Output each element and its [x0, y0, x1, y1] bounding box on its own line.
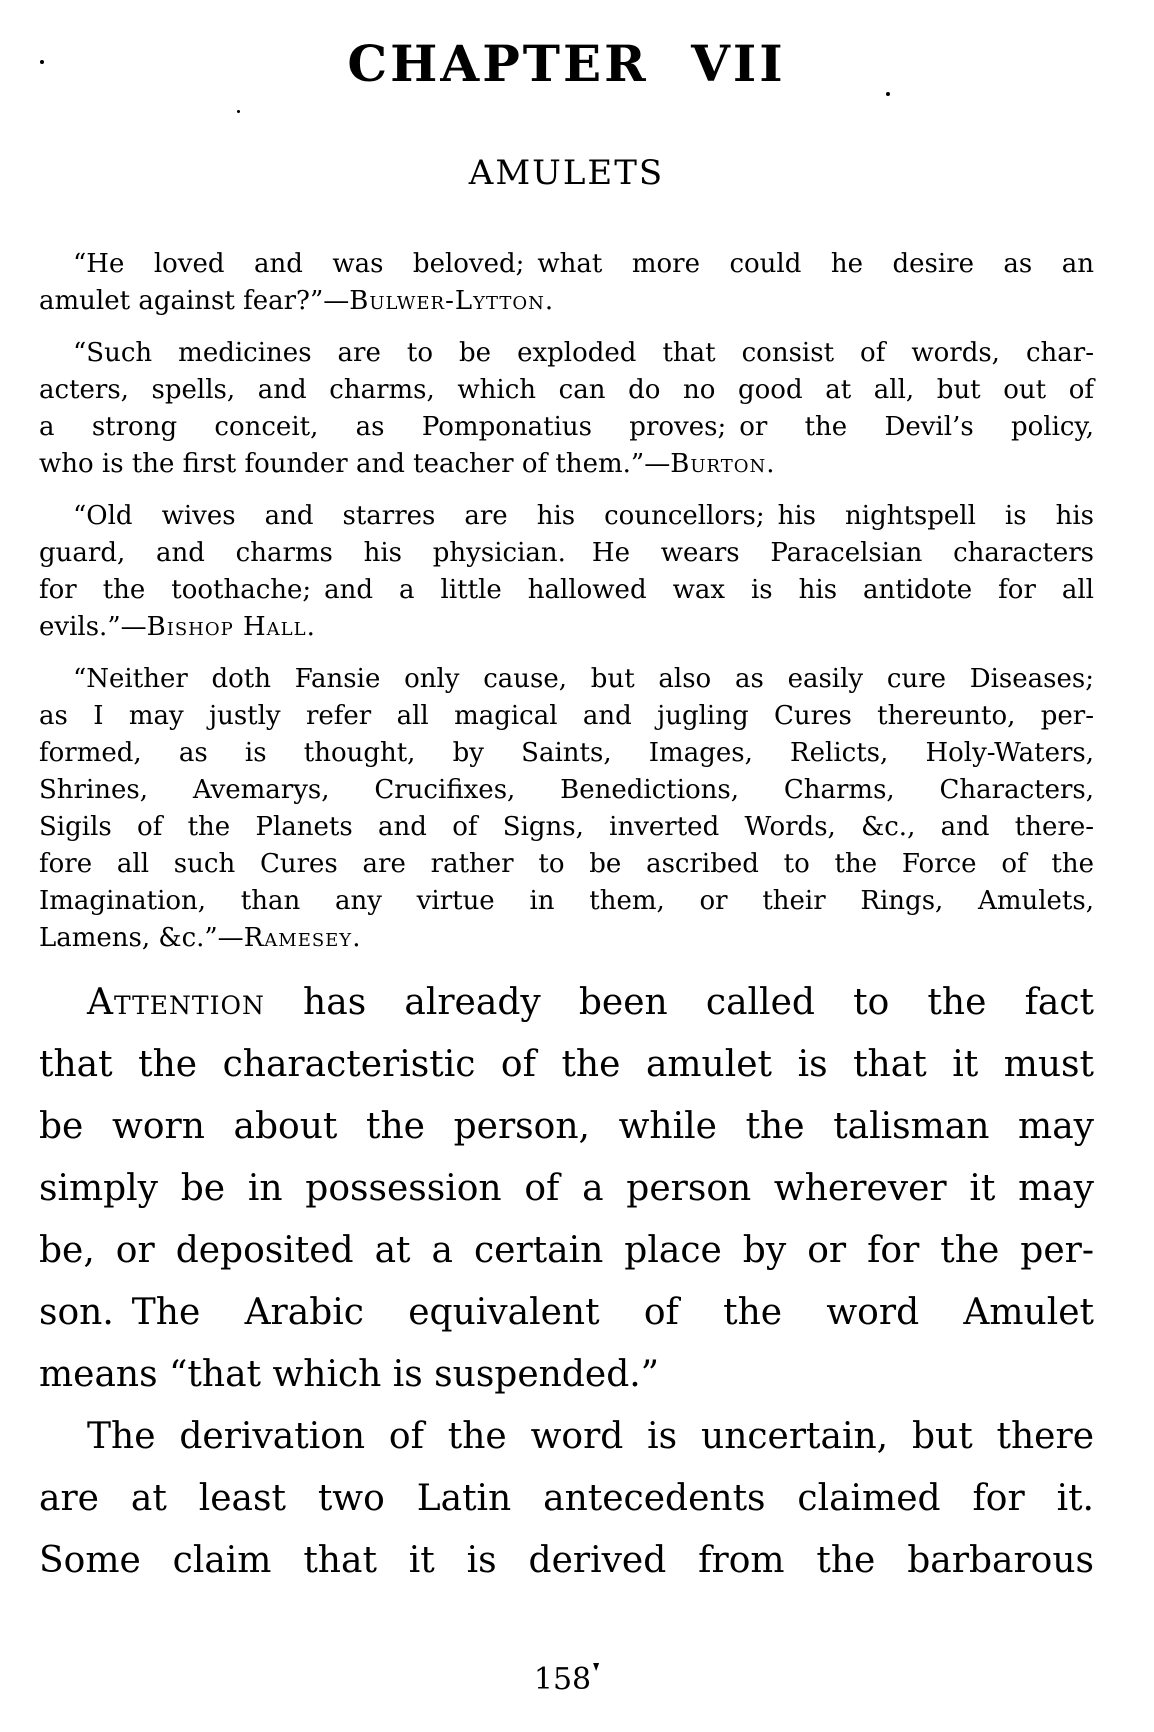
paragraph-attention [39, 972, 1094, 1406]
scan-speck [886, 92, 890, 96]
text-line: for the toothache; and a little hallowed wax is his antidote for all [39, 575, 1094, 606]
text-line: “Old wives and starres are his councellors; his nightspell is his [73, 501, 1094, 532]
ink-speck [593, 1663, 599, 1671]
body-text: has already been called to the fact [264, 982, 1094, 1024]
text-line: Some claim that it is derived from the barbarous [39, 1540, 1094, 1582]
text-line: Sigils of the Planets and of Signs, inverted Words, &c., and there- [39, 812, 1094, 843]
scan-speck [237, 110, 240, 113]
attribution: Burton [670, 449, 767, 480]
chapter-heading: CHAPTER VII [347, 34, 786, 93]
epigraph-ramesey [39, 661, 1094, 957]
quote-text: amulet against fear?”— [39, 286, 350, 317]
text-line: acters, spells, and charms, which can do no good at all, but out of [39, 375, 1094, 406]
text-line [39, 609, 1094, 646]
text-line [39, 283, 1094, 320]
quote-text: Lamens, &c.”— [39, 923, 244, 954]
quote-text: . [352, 923, 361, 954]
text-line [39, 972, 1094, 1034]
text-line: Imagination, than any virtue in them, or their Rings, Amulets, [39, 886, 1094, 917]
quote-text: . [306, 612, 315, 643]
text-line: be worn about the person, while the talisman may [39, 1106, 1094, 1148]
text-line: “Neither doth Fansie only cause, but also as easily cure Diseases; [73, 664, 1094, 695]
epigraph-bishop-hall [39, 498, 1094, 646]
text-line [39, 920, 1094, 957]
text-line: “He loved and was beloved; what more could he desire as an [73, 249, 1094, 280]
text-line: formed, as is thought, by Saints, Images, Relicts, Holy-Waters, [39, 738, 1094, 769]
text-line: are at least two Latin antecedents claimed for it. [39, 1478, 1094, 1520]
page-number-value: 158 [533, 1662, 592, 1697]
text-line: “Such medicines are to be exploded that consist of words, char- [73, 338, 1094, 369]
body-text-block [39, 972, 1094, 1592]
text-line: guard, and charms his physician. He wears Paracelsian characters [39, 538, 1094, 569]
quote-text: . [766, 449, 775, 480]
attribution: Bulwer-Lytton [349, 286, 545, 317]
text-line: Shrines, Avemarys, Crucifixes, Benedictions, Charms, Characters, [39, 775, 1094, 806]
epigraph-bulwer-lytton [39, 246, 1094, 320]
epigraph-block [39, 246, 1094, 957]
text-line: The derivation of the word is uncertain, but there [87, 1416, 1094, 1458]
scan-speck [40, 60, 44, 64]
text-line: as I may justly refer all magical and jugling Cures thereunto, per- [39, 701, 1094, 732]
text-line: son. The Arabic equivalent of the word Amulet [39, 1292, 1094, 1334]
text-line: be, or deposited at a certain place by or for the per- [39, 1230, 1094, 1272]
text-line: simply be in possession of a person wherever it may [39, 1168, 1094, 1210]
attribution: Bishop Hall [146, 612, 307, 643]
attribution: Ramesey [243, 923, 353, 954]
text-line: means “that which is suspended.” [39, 1354, 660, 1396]
quote-text: who is the first founder and teacher of them.”— [39, 449, 671, 480]
paragraph-derivation [39, 1406, 1094, 1592]
text-line: that the characteristic of the amulet is that it must [39, 1044, 1094, 1086]
section-heading: AMULETS [468, 153, 665, 193]
quote-text: evils.”— [39, 612, 147, 643]
text-line [39, 446, 1094, 483]
text-line: a strong conceit, as Pomponatius proves; or the Devil’s policy, [39, 412, 1094, 443]
epigraph-burton [39, 335, 1094, 483]
quote-text: . [544, 286, 554, 317]
page-number [39, 1662, 1094, 1697]
lead-word-smallcaps: Attention [87, 982, 265, 1024]
text-line: fore all such Cures are rather to be ascribed to the Force of the [39, 849, 1094, 880]
